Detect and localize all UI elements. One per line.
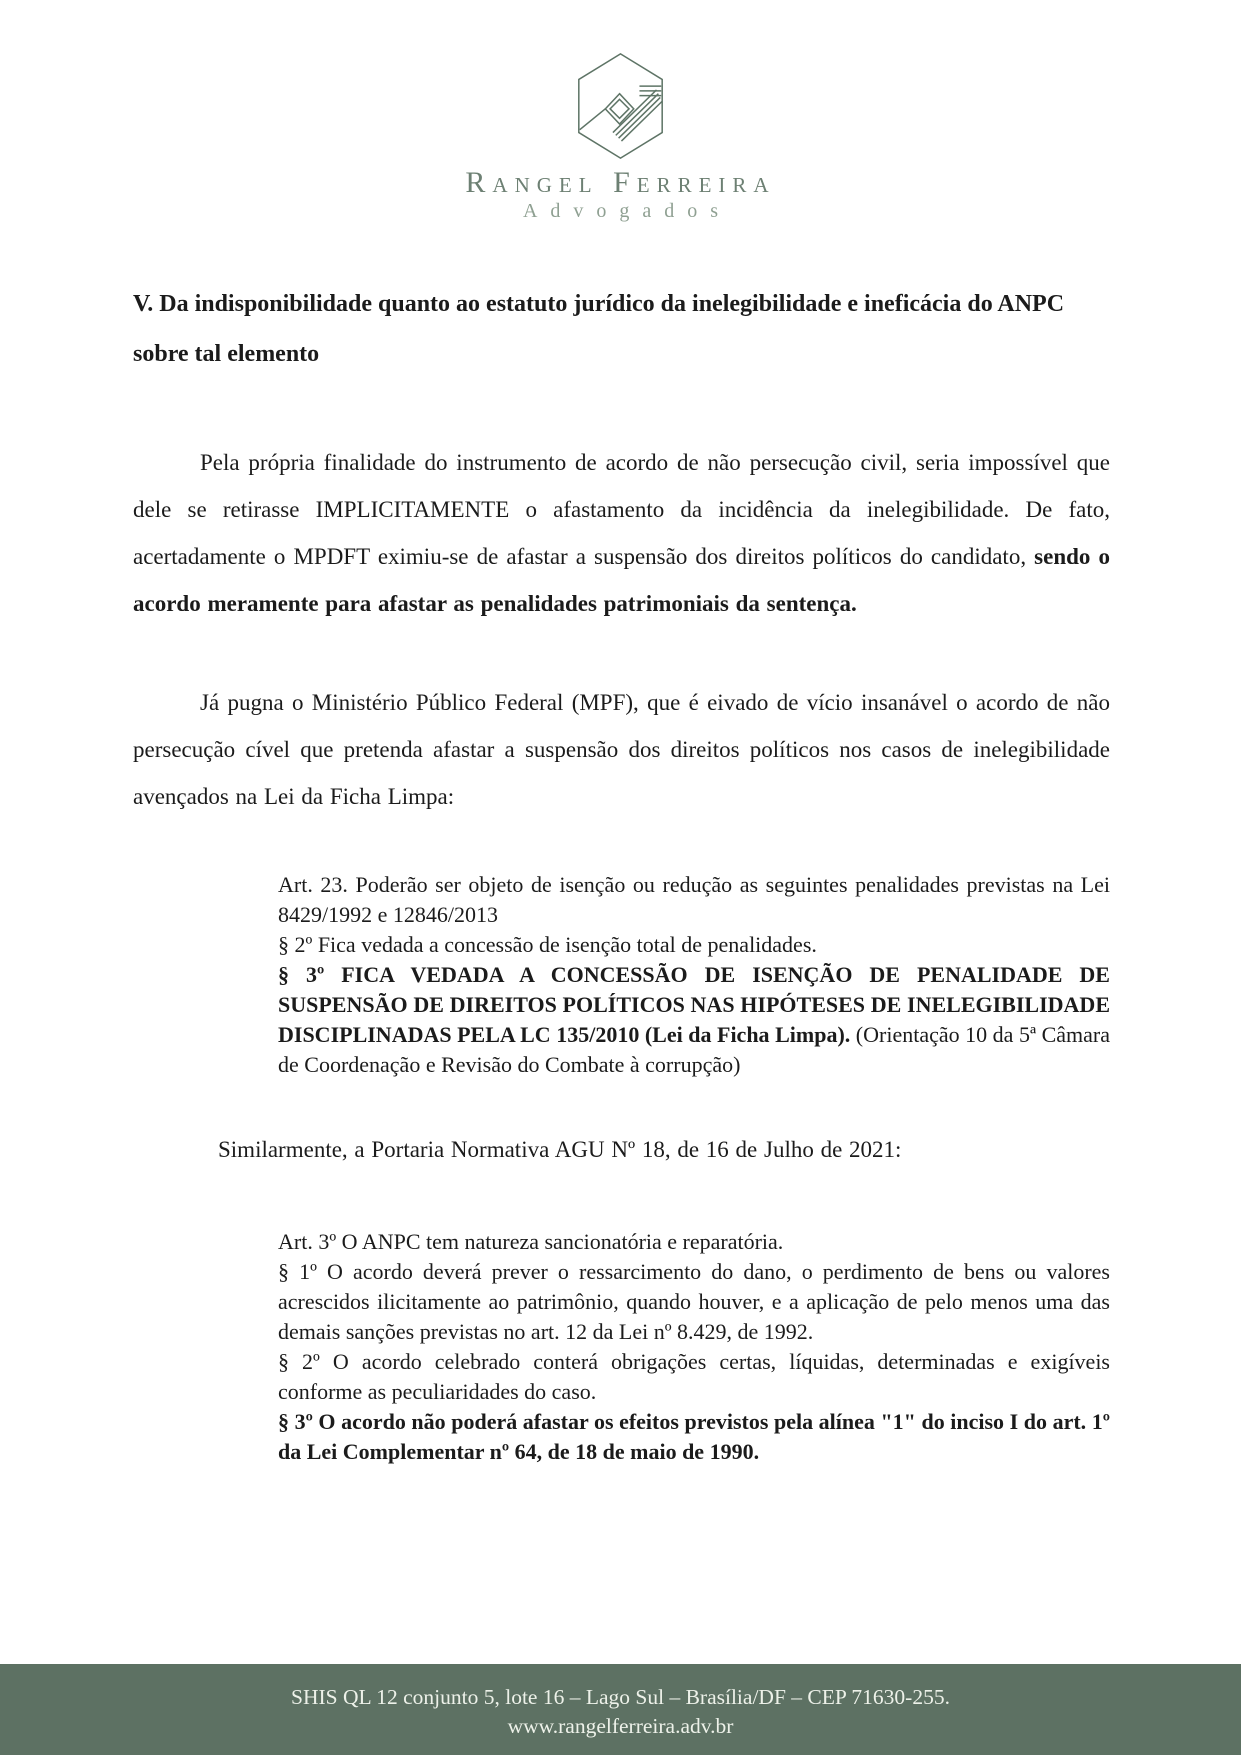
quote2-block1: Art. 3º O ANPC tem natureza sancionatória e reparatória. bbox=[278, 1229, 784, 1254]
footer-text bbox=[0, 1664, 1241, 1741]
quote2-block3: § 2º O acordo celebrado conterá obrigações certas, líquidas, determinadas e exigíveis conforme as peculiaridades do caso. bbox=[278, 1349, 1110, 1404]
blockquote-art3 bbox=[278, 1227, 1110, 1467]
paragraph-2: Já pugna o Ministério Público Federal (MPF), que é eivado de vício insanável o acordo de não persecução cível que pretenda afastar a suspensão dos direitos políticos nos casos de inelegibilidade avençados na Lei da Ficha Limpa: bbox=[133, 690, 1110, 809]
footer-band bbox=[0, 1664, 1241, 1755]
quote1-block2: § 2º Fica vedada a concessão de isenção total de penalidades. bbox=[278, 932, 817, 957]
quote1-block3 bbox=[278, 960, 1110, 1080]
quote2-block4-bold: § 3º O acordo não poderá afastar os efeitos previstos pela alínea "1" do inciso I do art. 1º da Lei Complementar nº 64, de 18 de maio de 1990. bbox=[278, 1409, 1110, 1464]
hexagon-logo-icon bbox=[573, 52, 668, 160]
letterhead bbox=[0, 0, 1241, 223]
footer-address: SHIS QL 12 conjunto 5, lote 16 – Lago Sul – Brasília/DF – CEP 71630-255. bbox=[291, 1685, 950, 1709]
blockquote-art23 bbox=[278, 870, 1110, 1080]
paragraph-1-bold-text: sendo o acordo meramente para afastar as penalidades patrimoniais da sentença. bbox=[133, 544, 1110, 616]
document-content bbox=[133, 279, 1110, 1467]
brand-subtitle: Advogados bbox=[522, 200, 732, 222]
quote1-block3-bold: § 3º FICA VEDADA A CONCESSÃO DE ISENÇÃO DE PENALIDADE DE SUSPENSÃO DE DIREITOS POLÍTICOS NAS HIPÓTESES DE INELEGIBILIDADE DISCIPLINADAS PELA LC 135/2010 (Lei da Ficha Limpa). bbox=[278, 962, 1110, 1047]
paragraph-1 bbox=[133, 439, 1110, 627]
quote2-block2: § 1º O acordo deverá prever o ressarcimento do dano, o perdimento de bens ou valores acrescidos ilicitamente ao patrimônio, quando houver, e a aplicação de pelo menos uma das demais sanções previstas no art. 12 da Lei nº 8.429, de 1992. bbox=[278, 1259, 1110, 1344]
quote1-block3-normal: (Orientação 10 da 5ª Câmara de Coordenação e Revisão do Combate à corrupção) bbox=[278, 1022, 1110, 1077]
rangel-ferreira-logo bbox=[0, 52, 1241, 160]
quote1-block1: Art. 23. Poderão ser objeto de isenção ou redução as seguintes penalidades previstas na Lei 8429/1992 e 12846/2013 bbox=[278, 872, 1110, 927]
section-heading: V. Da indisponibilidade quanto ao estatuto jurídico da inelegibilidade e ineficácia do ANPC sobre tal elemento bbox=[133, 291, 1065, 367]
footer-website: www.rangelferreira.adv.br bbox=[507, 1714, 734, 1738]
paragraph-1-text: Pela própria finalidade do instrumento de acordo de não persecução civil, seria impossível que dele se retirasse IMPLICITAMENTE o afastamento da incidência da inelegibilidade. De fato, acertadamente o MPDFT eximiu-se de afastar a suspensão dos direitos políticos do candidato, bbox=[133, 450, 1110, 569]
brand-name: Rangel Ferreira bbox=[465, 166, 776, 199]
paragraph-3: Similarmente, a Portaria Normativa AGU Nº 18, de 16 de Julho de 2021: bbox=[218, 1137, 902, 1162]
